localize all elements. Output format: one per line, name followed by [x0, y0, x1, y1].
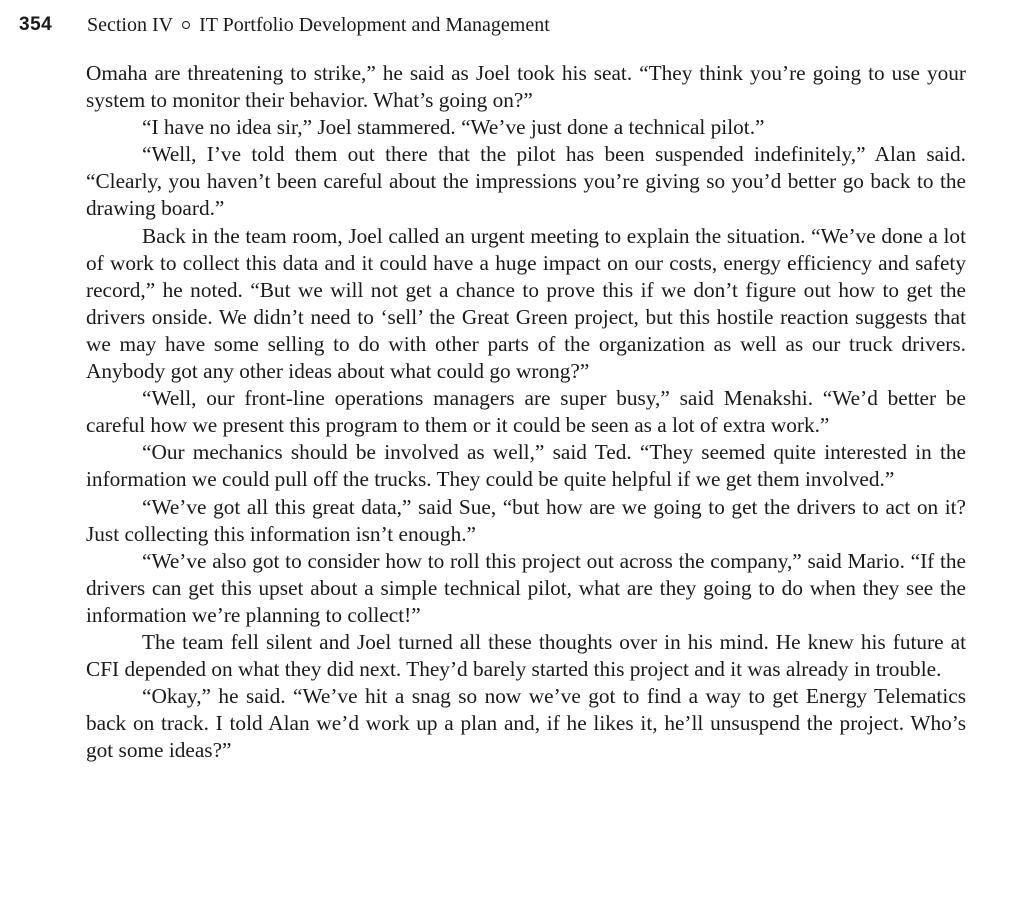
paragraph: “Okay,” he said. “We’ve hit a snag so now we’ve got to find a way to get Energy Telematics back on track. I told Alan we’d work up a plan and, if he likes it, he’ll unsuspend the project. Who’s got some ideas?” [86, 684, 966, 763]
paragraph: “We’ve also got to consider how to roll this project out across the company,” said Mario. “If the drivers can get this upset about a simple technical pilot, what are they going to do when they see the information we’re planning to collect!” [86, 548, 966, 627]
paragraph: “Our mechanics should be involved as well,” said Ted. “They seemed quite interested in the information we could pull off the trucks. They could be quite helpful if we get them involved.” [86, 440, 966, 492]
running-header [0, 12, 1024, 42]
paragraph: Back in the team room, Joel called an urgent meeting to explain the situation. “We’ve done a lot of work to collect this data and it could have a huge impact on our costs, energy efficiency and safety record,” he noted. “But we will not get a chance to prove this if we don’t figure out how to get the drivers onside. We didn’t need to ‘sell’ the Great Green project, but this hostile reaction suggests that we may have some selling to do with other parts of the organization as well as our truck drivers. Anybody got any other ideas about what could go wrong?” [86, 223, 966, 384]
section-label: Section IV [87, 14, 174, 36]
running-head [87, 14, 550, 37]
paragraph: “We’ve got all this great data,” said Sue, “but how are we going to get the drivers to act on it? Just collecting this information isn’t enough.” [86, 494, 966, 546]
paragraph: “Well, I’ve told them out there that the pilot has been suspended indefinitely,” Alan said. “Clearly, you haven’t been careful about the impressions you’re giving so you’d better go back to the drawing board.” [86, 142, 966, 221]
paragraph: Omaha are threatening to strike,” he said as Joel took his seat. “They think you’re going to use your system to monitor their behavior. What’s going on?” [86, 61, 966, 113]
bullet-separator-icon [182, 21, 190, 29]
chapter-title: IT Portfolio Development and Management [199, 14, 550, 36]
page-number: 354 [19, 14, 53, 35]
paragraph: “I have no idea sir,” Joel stammered. “We’ve just done a technical pilot.” [142, 115, 765, 140]
paragraph: The team fell silent and Joel turned all these thoughts over in his mind. He knew his future at CFI depended on what they did next. They’d barely started this project and it was already in trouble. [86, 629, 966, 682]
body-text [86, 60, 966, 764]
paragraph: “Well, our front-line operations managers are super busy,” said Menakshi. “We’d better be careful how we present this program to them or it could be seen as a lot of extra work.” [86, 386, 966, 438]
